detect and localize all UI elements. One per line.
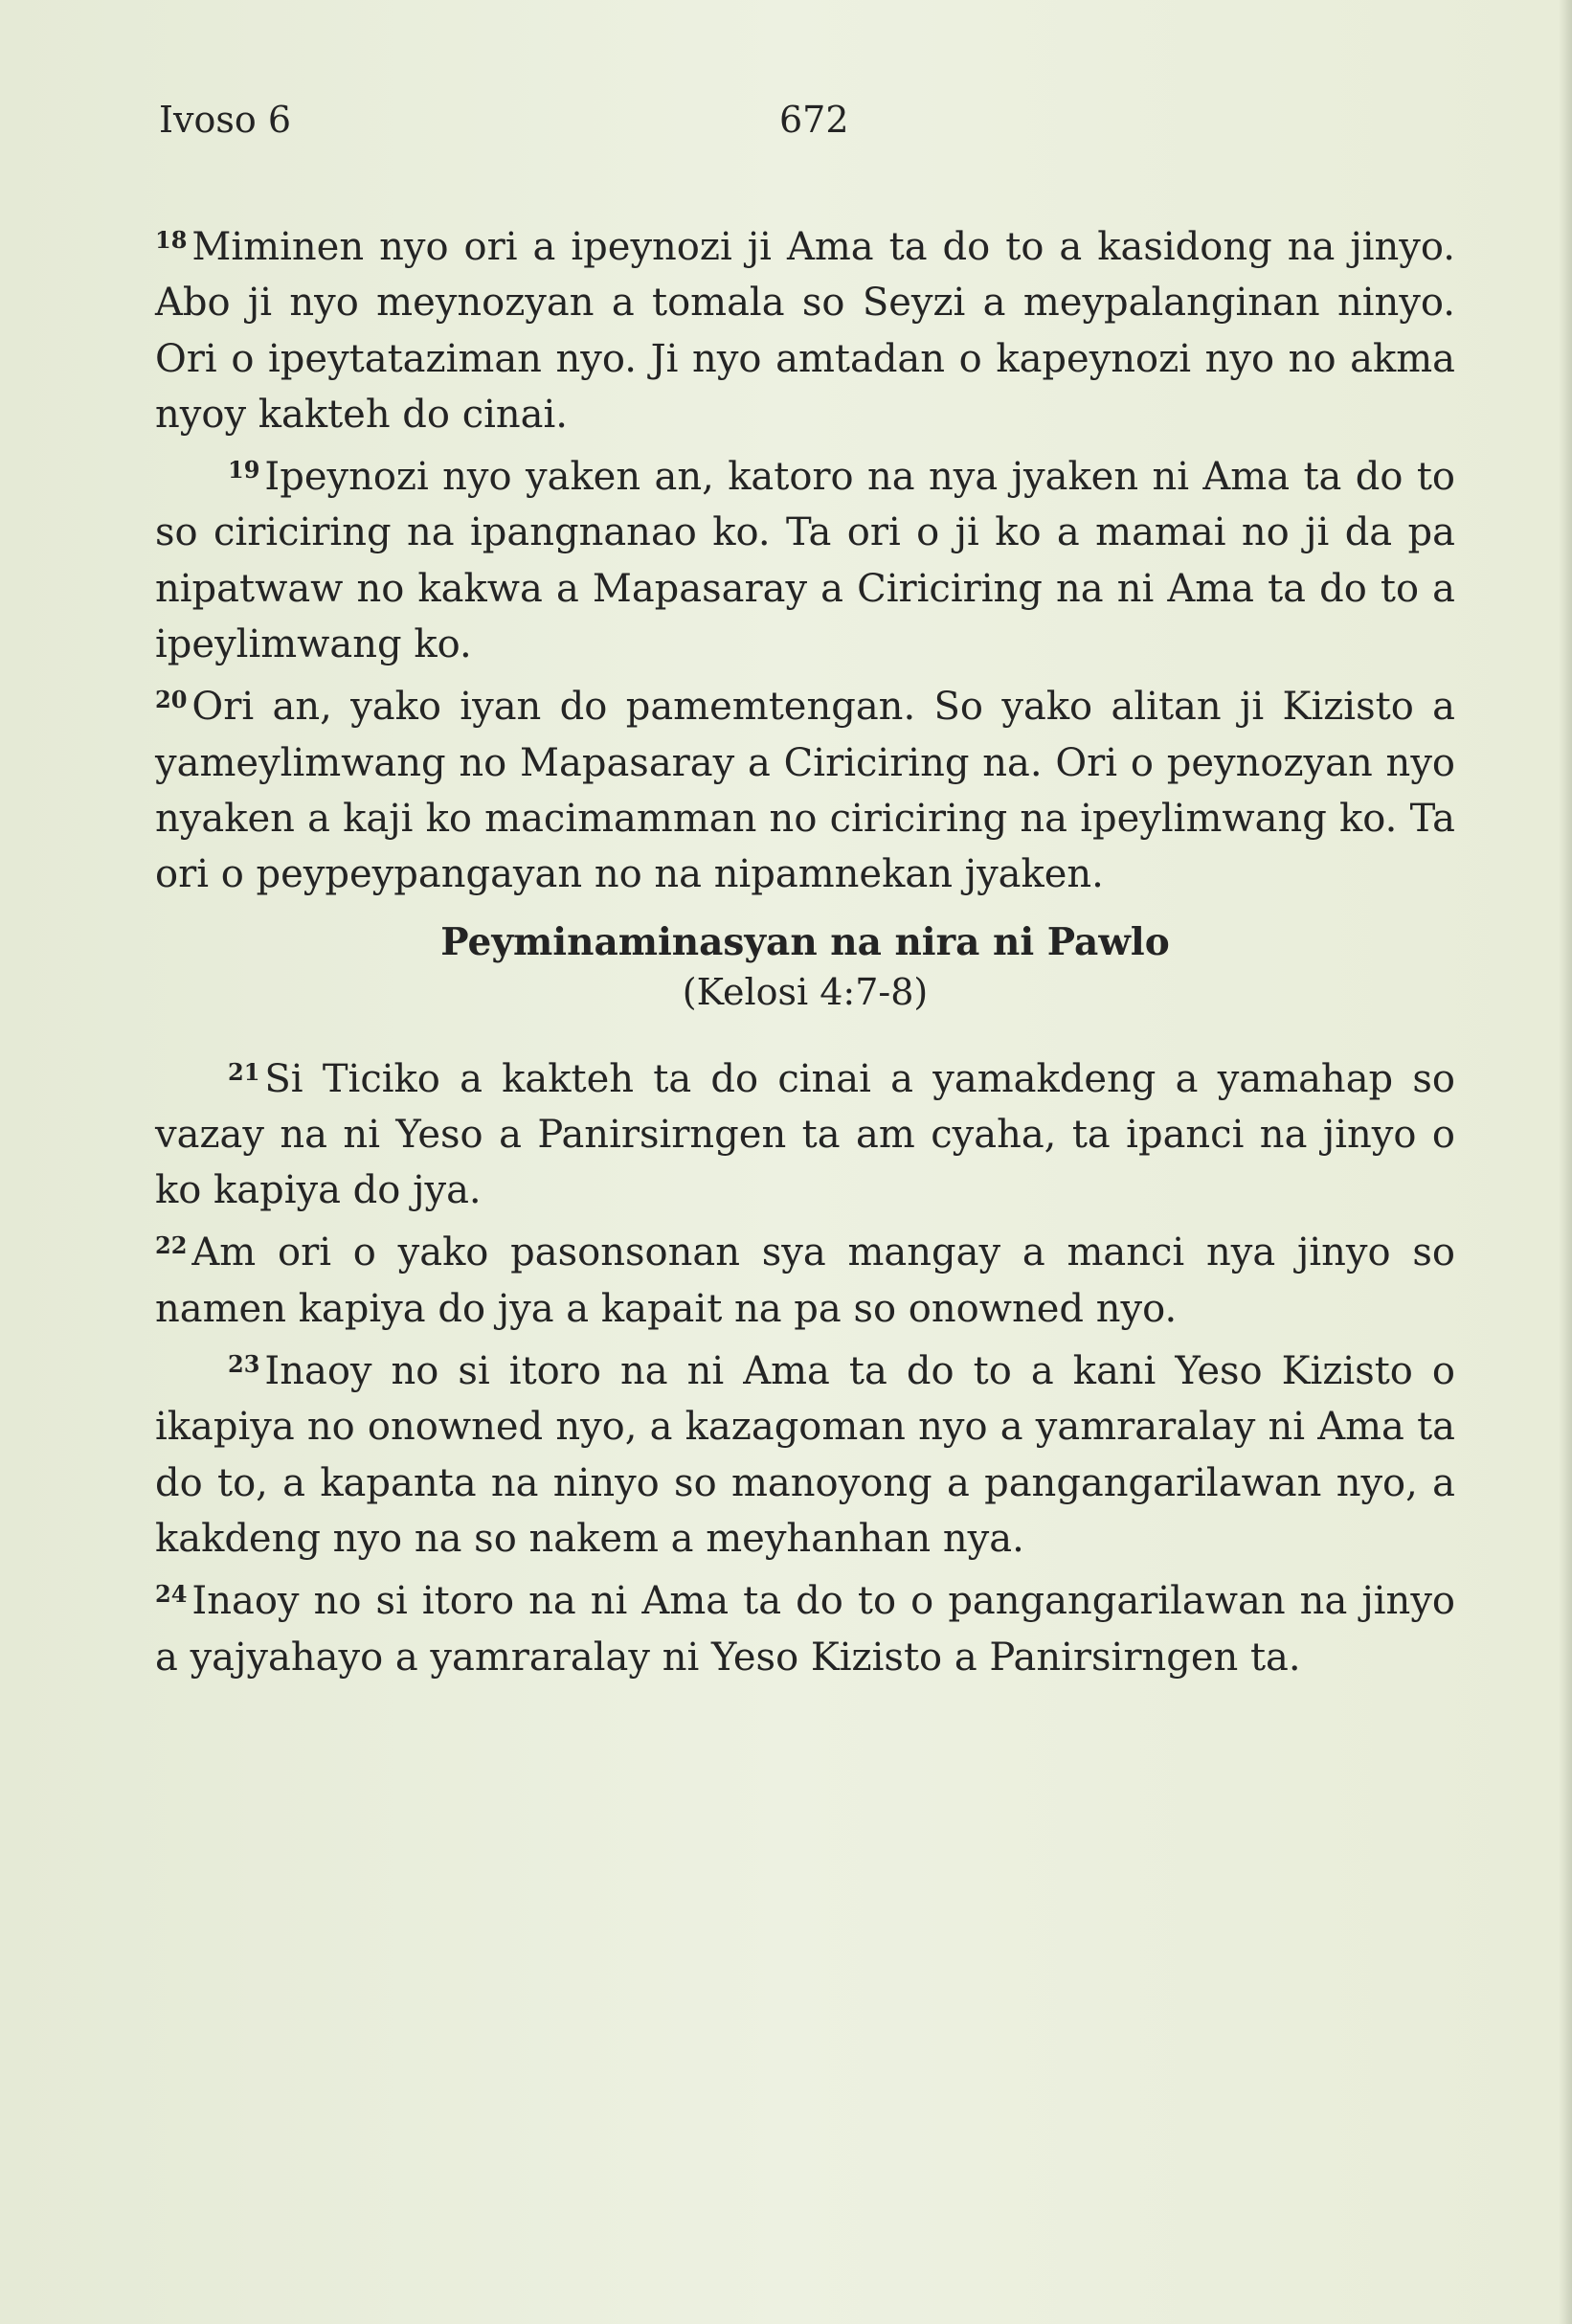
cross-reference: (Kelosi 4:7-8)	[682, 970, 929, 1013]
verse-number: 24	[155, 1580, 188, 1609]
verse-text: Si Ticiko a kakteh ta do cinai a yamakdeng a yamahap so vazay na ni Yeso a Panirsirngen ta am cyaha, ta ipanci na jinyo o ko kapiya do jya.	[155, 1056, 1455, 1213]
verse-24	[155, 1567, 1455, 1685]
section-heading: Peyminaminasyan na nira ni Pawlo	[440, 919, 1170, 964]
verse-text: Miminen nyo ori a ipeynozi ji Ama ta do to a kasidong na jinyo. Abo ji nyo meynozyan a tomala so Seyzi a meypalanginan ninyo. Ori o ipeytataziman nyo. Ji nyo amtadan o kapeynozi nyo no akma nyoy kakteh do cinai.	[155, 225, 1455, 437]
verse-number: 19	[228, 456, 260, 485]
verse-19	[155, 442, 1455, 672]
page-body	[155, 213, 1455, 1685]
verse-number: 18	[155, 226, 188, 254]
page-number: 672	[779, 99, 849, 141]
verse-20	[155, 672, 1455, 902]
verse-number: 22	[155, 1231, 188, 1260]
verse-text: Ori an, yako iyan do pamemtengan. So yako alitan ji Kizisto a yameylimwang no Mapasaray a Ciriciring na. Ori o peynozyan nyo nyaken a kaji ko macimamman no ciriciring na ipeylimwang ko. Ta ori o peypeypangayan no na nipamnekan jyaken.	[155, 685, 1455, 897]
verse-number: 23	[228, 1350, 260, 1379]
verse-23	[155, 1337, 1455, 1567]
page-edge-shadow	[1559, 0, 1572, 2324]
running-head: Ivoso 6	[159, 99, 291, 141]
verse-18	[155, 213, 1455, 442]
verse-22	[155, 1218, 1455, 1337]
verse-number: 21	[228, 1057, 260, 1086]
verse-number: 20	[155, 686, 188, 714]
verse-text: Ipeynozi nyo yaken an, katoro na nya jyaken ni Ama ta do to so ciriciring na ipangnanao ko. Ta ori o ji ko a mamai no ji da pa nipatwaw no kakwa a Mapasaray a Ciriciring na ni Ama ta do to a ipeylimwang ko.	[155, 455, 1455, 667]
verse-text: Inaoy no si itoro na ni Ama ta do to a kani Yeso Kizisto o ikapiya no onowned nyo, a kazagoman nyo a yamraralay ni Ama ta do to, a kapanta na ninyo so manoyong a pangangarilawan nyo, a kakdeng nyo na so nakem a meyhanhan nya.	[155, 1349, 1455, 1561]
verse-text: Am ori o yako pasonsonan sya mangay a manci nya jinyo so namen kapiya do jya a kapait na pa so onowned nyo.	[155, 1230, 1455, 1331]
verse-text: Inaoy no si itoro na ni Ama ta do to o pangangarilawan na jinyo a yajyahayo a yamraralay ni Yeso Kizisto a Panirsirngen ta.	[155, 1579, 1455, 1680]
verse-21	[155, 1045, 1455, 1219]
page-header	[159, 94, 1451, 151]
